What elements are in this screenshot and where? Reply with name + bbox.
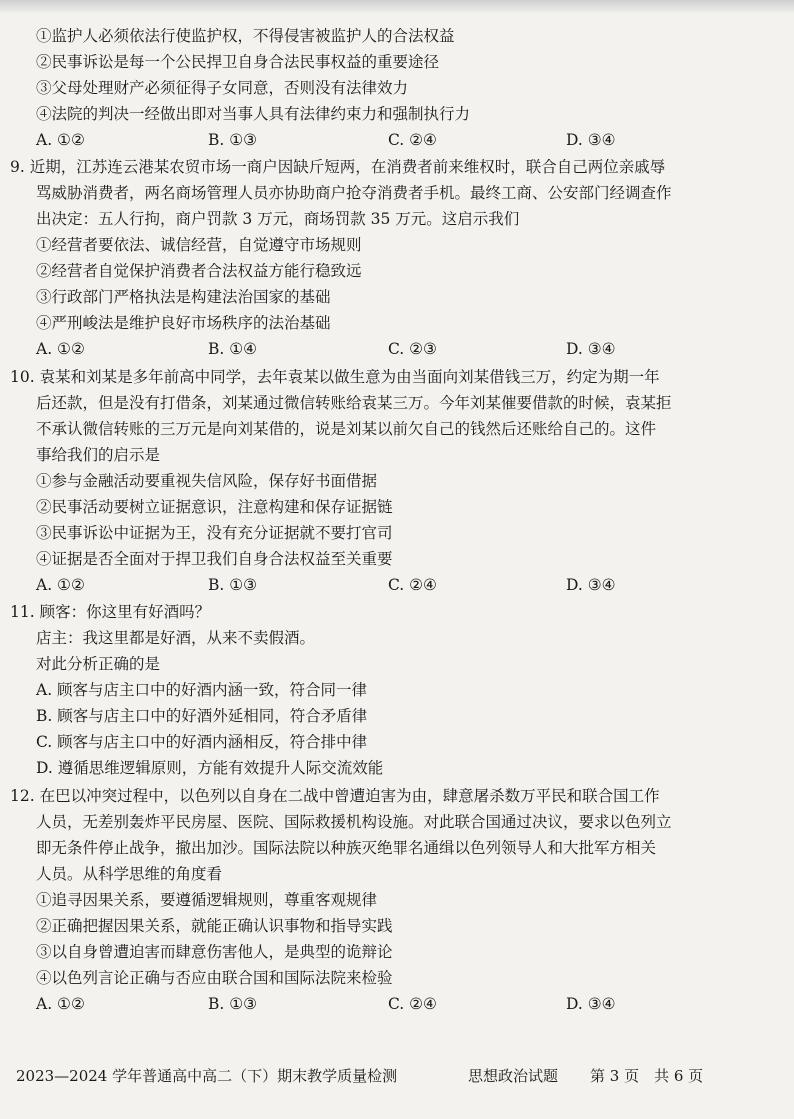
q10-stem-line-1: 10. 袁某和刘某是多年前高中同学，去年袁某以做生意为由当面向刘某借钱三万，约定为期一年 bbox=[10, 368, 660, 386]
q9-option-2: ②经营者自觉保护消费者合法权益方能行稳致远 bbox=[36, 262, 362, 280]
q11-option-b: B. 顾客与店主口中的好酒外延相同，符合矛盾律 bbox=[36, 707, 368, 725]
q8-choice-a: A. ①② bbox=[36, 131, 85, 149]
q11-option-d: D. 遵循思维逻辑原则，方能有效提升人际交流效能 bbox=[36, 759, 384, 777]
q10-choice-d: D. ③④ bbox=[566, 576, 616, 594]
q10-stem-line-2: 后还款，但是没有打借条，刘某通过微信转账给袁某三万。今年刘某催要借款的时候，袁某拒 bbox=[36, 394, 672, 412]
q10-option-2: ②民事活动要树立证据意识，注意构建和保存证据链 bbox=[36, 498, 393, 516]
q8-choice-b: B. ①③ bbox=[208, 131, 258, 149]
q9-option-3: ③行政部门严格执法是构建法治国家的基础 bbox=[36, 288, 331, 306]
q10-choice-a: A. ①② bbox=[36, 576, 85, 594]
q12-stem-line-2: 人员，无差别轰炸平民房屋、医院、国际救援机构设施。对此联合国通过决议，要求以色列立 bbox=[36, 813, 672, 831]
q11-stem-line-3: 对此分析正确的是 bbox=[36, 655, 161, 673]
q10-option-4: ④证据是否全面对于捍卫我们自身合法权益至关重要 bbox=[36, 550, 393, 568]
q9-stem-line-2: 骂威胁消费者，两名商场管理人员亦协助商户抢夺消费者手机。最终工商、公安部门经调查作 bbox=[36, 184, 672, 202]
q12-choice-a: A. ①② bbox=[36, 995, 85, 1013]
q10-option-1: ①参与金融活动要重视失信风险，保存好书面借据 bbox=[36, 472, 378, 490]
q11-stem-line-2: 店主：我这里都是好酒，从来不卖假酒。 bbox=[36, 629, 316, 647]
q12-choice-c: C. ②④ bbox=[388, 995, 437, 1013]
footer-subject: 思想政治试题 bbox=[468, 1067, 559, 1085]
q12-choice-b: B. ①③ bbox=[208, 995, 258, 1013]
q9-stem-line-3: 出决定：五人行拘，商户罚款 3 万元，商场罚款 35 万元。这启示我们 bbox=[36, 210, 520, 228]
q8-choices bbox=[36, 130, 756, 150]
q9-option-4: ④严刑峻法是维护良好市场秩序的法治基础 bbox=[36, 314, 331, 332]
q12-choices bbox=[36, 994, 756, 1014]
q9-choice-a: A. ①② bbox=[36, 340, 85, 358]
q11-stem-line-1: 11. 顾客：你这里有好酒吗？ bbox=[10, 603, 211, 621]
q8-choice-c: C. ②④ bbox=[388, 131, 437, 149]
q8-choice-d: D. ③④ bbox=[566, 131, 616, 149]
q11-option-c: C. 顾客与店主口中的好酒内涵相反，符合排中律 bbox=[36, 733, 368, 751]
q8-option-3: ③父母处理财产必须征得子女同意，否则没有法律效力 bbox=[36, 79, 409, 97]
q8-option-4: ④法院的判决一经做出即对当事人具有法律约束力和强制执行力 bbox=[36, 105, 471, 123]
q12-stem-line-3: 即无条件停止战争，撤出加沙。国际法院以种族灭绝罪名通缉以色列领导人和大批军方相关 bbox=[36, 839, 657, 857]
q12-choice-d: D. ③④ bbox=[566, 995, 616, 1013]
q11-option-a: A. 顾客与店主口中的好酒内涵一致，符合同一律 bbox=[36, 681, 368, 699]
q12-option-2: ②正确把握因果关系，就能正确认识事物和指导实践 bbox=[36, 917, 393, 935]
q9-choice-d: D. ③④ bbox=[566, 340, 616, 358]
q9-stem-line-1: 9. 近期，江苏连云港某农贸市场一商户因缺斤短两，在消费者前来维权时，联合自己两位亲戚辱 bbox=[10, 158, 666, 176]
q8-option-2: ②民事诉讼是每一个公民捍卫自身合法民事权益的重要途径 bbox=[36, 53, 440, 71]
q10-choice-b: B. ①③ bbox=[208, 576, 258, 594]
q9-option-1: ①经营者要依法、诚信经营，自觉遵守市场规则 bbox=[36, 236, 362, 254]
footer-exam-title: 2023—2024 学年普通高中高二（下）期末教学质量检测 bbox=[16, 1067, 398, 1085]
q9-choice-b: B. ①④ bbox=[208, 340, 258, 358]
q8-option-1: ①监护人必须依法行使监护权，不得侵害被监护人的合法权益 bbox=[36, 27, 455, 45]
q10-option-3: ③民事诉讼中证据为王，没有充分证据就不要打官司 bbox=[36, 524, 393, 542]
footer-page-number: 第 3 页 共 6 页 bbox=[590, 1067, 704, 1085]
q10-choice-c: C. ②④ bbox=[388, 576, 437, 594]
q10-stem-line-4: 事给我们的启示是 bbox=[36, 446, 161, 464]
q9-choices bbox=[36, 339, 756, 359]
q10-choices bbox=[36, 575, 756, 595]
q12-option-4: ④以色列言论正确与否应由联合国和国际法院来检验 bbox=[36, 969, 393, 987]
q10-stem-line-3: 不承认微信转账的三万元是向刘某借的，说是刘某以前欠自己的钱然后还账给自己的。这件 bbox=[36, 420, 657, 438]
q12-stem-line-4: 人员。从科学思维的角度看 bbox=[36, 865, 223, 883]
q12-option-3: ③以自身曾遭迫害而肆意伤害他人，是典型的诡辩论 bbox=[36, 943, 393, 961]
q12-stem-line-1: 12. 在巴以冲突过程中，以色列以自身在二战中曾遭迫害为由，肆意屠杀数万平民和联合国工作 bbox=[10, 787, 660, 805]
q9-choice-c: C. ②③ bbox=[388, 340, 437, 358]
q12-option-1: ①追寻因果关系，要遵循逻辑规则，尊重客观规律 bbox=[36, 891, 378, 909]
